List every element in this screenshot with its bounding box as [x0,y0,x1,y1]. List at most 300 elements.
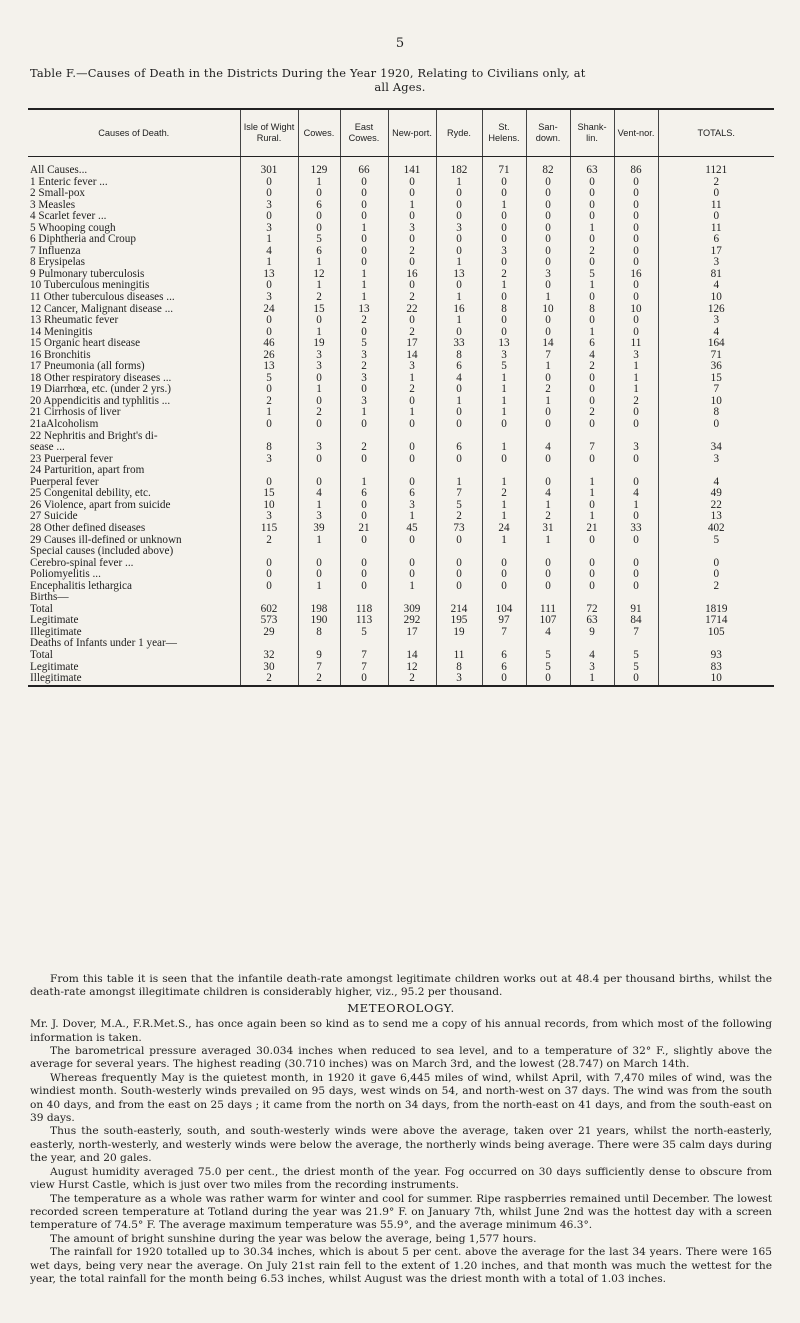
table-row [28,650,774,662]
row-label: 16 Bronchitis [30,349,91,361]
row-label: 24 Parturition, apart from [30,465,145,477]
table-cell: 0 [526,373,570,385]
table-cell: 0 [240,327,298,339]
table-cell: 0 [570,257,614,269]
table-cell: 33 [436,338,482,350]
table-cell: 0 [614,223,658,235]
table-cell: 5 [436,500,482,512]
table-cell: 0 [340,200,388,212]
table-cell: 81 [658,269,774,281]
table-cell: 107 [526,615,570,627]
table-row [28,292,774,304]
page-number: 5 [395,36,405,51]
table-row [28,157,774,177]
table-cell: 105 [658,627,774,639]
row-label: 20 Appendicitis and typhlitis ... [30,395,171,407]
table-cell: 30 [240,662,298,674]
table-cell: 0 [570,373,614,385]
table-cell: 66 [340,157,388,177]
table-cell: 1 [614,373,658,385]
table-cell: 0 [658,558,774,570]
table-cell: 5 [340,627,388,639]
header-shanklin: Shank-lin. [570,109,614,157]
table-cell: 0 [388,315,436,327]
table-cell: 3 [240,292,298,304]
table-row [28,442,774,454]
table-cell: 5 [526,650,570,662]
table-cell: 0 [436,246,482,258]
table-cell: 0 [658,211,774,223]
table-cell: 5 [614,650,658,662]
table-cell: 4 [658,280,774,292]
table-cell: 0 [482,454,526,466]
table-cell: 1 [298,257,340,269]
row-label: 5 Whooping cough [30,222,116,234]
table-cell: 0 [388,257,436,269]
table-cell: 13 [240,361,298,373]
table-title-line-1: Table F.—Causes of Death in the Districts During the Year 1920, Relating to Civilians only, at [30,66,586,80]
table-cell: 1 [570,280,614,292]
table-cell: 7 [340,650,388,662]
row-label: 6 Diphtheria and Croup [30,234,136,246]
table-cell: 0 [614,407,658,419]
table-cell: 0 [614,200,658,212]
table-row [28,188,774,200]
table-row [28,327,774,339]
table-cell: 0 [526,257,570,269]
table-cell: 1 [340,280,388,292]
table-cell: 8 [436,350,482,362]
table-cell: 71 [482,157,526,177]
table-cell: 6 [298,246,340,258]
table-cell: 1 [340,292,388,304]
table-row [28,338,774,350]
table-row [28,396,774,408]
row-label: Special causes (included above) [30,546,174,558]
table-cell: 71 [658,350,774,362]
table-cell: 111 [526,604,570,616]
table-cell: 0 [298,223,340,235]
row-label: 8 Erysipelas [30,257,85,269]
table-cell: 309 [388,604,436,616]
table-cell: 0 [614,315,658,327]
table-cell: 9 [570,627,614,639]
table-cell: 0 [388,569,436,581]
row-label: 23 Puerperal fever [30,453,113,465]
table-cell: 15 [298,304,340,316]
table-cell: 4 [526,442,570,454]
table-cell: 0 [240,280,298,292]
table-cell: 36 [658,361,774,373]
table-cell: 13 [340,304,388,316]
table-cell: 4 [436,373,482,385]
table-cell: 2 [298,407,340,419]
table-cell: 0 [482,257,526,269]
table-cell: 2 [340,315,388,327]
table-cell: 2 [614,396,658,408]
table-cell: 82 [526,157,570,177]
table-cell: 0 [340,211,388,223]
header-iow-rural: Isle of Wight Rural. [240,109,298,157]
table-cell: 0 [570,234,614,246]
table-cell: 0 [388,454,436,466]
table-cell: 0 [388,396,436,408]
table-cell: 3 [658,454,774,466]
table-row [28,511,774,523]
table-cell: 21 [570,523,614,535]
table-cell: 0 [482,177,526,189]
table-cell: 0 [482,315,526,327]
row-label: 21 Cirrhosis of liver [30,407,121,419]
row-label: 26 Violence, apart from suicide [30,499,171,511]
table-cell: 164 [658,338,774,350]
table-cell: 3 [240,454,298,466]
table-cell: 1 [482,477,526,489]
table-cell: 141 [388,157,436,177]
table-row [28,384,774,396]
table-cell [240,546,298,558]
table-cell: 17 [388,338,436,350]
header-st-helens: St. Helens. [482,109,526,157]
table-cell: 6 [388,488,436,500]
table-cell: 31 [526,523,570,535]
table-cell: 10 [658,396,774,408]
table-cell: 2 [240,673,298,686]
table-cell: 6 [436,361,482,373]
table-cell: 16 [436,304,482,316]
table-cell: 118 [340,604,388,616]
table-row [28,280,774,292]
table-cell: 2 [570,407,614,419]
table-cell: 0 [482,188,526,200]
table-cell: 33 [614,523,658,535]
table-cell: 292 [388,615,436,627]
table-cell: 190 [298,615,340,627]
table-cell: 2 [388,292,436,304]
table-cell: 0 [526,569,570,581]
table-cell: 5 [340,338,388,350]
table-cell: 1 [298,581,340,593]
table-cell: 6 [482,662,526,674]
table-row [28,373,774,385]
table-cell: 0 [340,234,388,246]
table-cell: 182 [436,157,482,177]
table-cell: 1 [436,257,482,269]
table-cell: 0 [240,188,298,200]
table-cell: 0 [482,419,526,431]
table-row [28,627,774,639]
header-causes: Causes of Death. [28,109,240,157]
table-cell [388,546,436,558]
row-label: 10 Tuberculous meningitis [30,280,150,292]
table-cell: 13 [658,511,774,523]
table-cell: 5 [614,662,658,674]
table-cell: 86 [614,157,658,177]
table-row [28,535,774,547]
table-cell: 0 [658,188,774,200]
table-cell: 0 [526,315,570,327]
table-cell: 0 [340,673,388,686]
table-cell: 0 [436,558,482,570]
table-cell: 0 [482,211,526,223]
table-header-row [28,109,774,157]
table-cell: 0 [340,569,388,581]
table-cell: 5 [240,373,298,385]
row-label: 25 Congenital debility, etc. [30,488,151,500]
table-cell: 15 [240,488,298,500]
table-cell: 0 [526,246,570,258]
table-cell: 3 [614,442,658,454]
table-cell: 0 [658,419,774,431]
table-cell: 15 [658,373,774,385]
table-cell: 0 [614,419,658,431]
table-cell: 402 [658,523,774,535]
table-cell [436,546,482,558]
header-east-cowes: East Cowes. [340,109,388,157]
table-cell: 0 [526,673,570,686]
meteorology-paragraph: Thus the south-easterly, south, and south-westerly winds were above the average, taken over 21 years, whilst the north-easterly, easterly, north-westerly, and westerly winds were below the average, the northerly winds being average. There were 35 calm days during the year, and 20 gales. [30,1125,772,1165]
table-cell: 0 [388,234,436,246]
table-cell: 13 [436,269,482,281]
table-cell: 1 [436,477,482,489]
table-cell: 4 [526,627,570,639]
meteorology-heading: METEOROLOGY. [347,1000,455,1015]
table-cell: 0 [482,292,526,304]
table-cell: 0 [526,407,570,419]
table-cell [340,546,388,558]
row-label: 9 Pulmonary tuberculosis [30,268,145,280]
table-cell: 6 [436,442,482,454]
table-cell: 0 [436,188,482,200]
table-cell: 1121 [658,157,774,177]
table-cell: 21 [340,523,388,535]
table-cell: 7 [482,627,526,639]
table-cell: 32 [240,650,298,662]
table-cell: 1 [570,673,614,686]
table-cell: 0 [614,535,658,547]
row-label: Illegitimate [30,673,82,685]
table-cell: 0 [658,569,774,581]
table-cell: 0 [388,280,436,292]
table-cell: 0 [298,188,340,200]
table-cell: 46 [240,338,298,350]
table-cell: 13 [482,338,526,350]
table-cell: 0 [570,396,614,408]
table-row [28,581,774,593]
table-cell: 1 [298,384,340,396]
table-cell: 8 [436,662,482,674]
table-cell: 1 [482,535,526,547]
header-cowes: Cowes. [298,109,340,157]
table-cell: 1 [482,511,526,523]
table-cell: 0 [526,581,570,593]
table-cell [658,546,774,558]
table-cell: 4 [298,488,340,500]
table-cell: 4 [614,488,658,500]
table-cell: 8 [570,304,614,316]
table-cell: 6 [340,488,388,500]
table-cell: 0 [570,419,614,431]
table-cell: 0 [340,419,388,431]
table-cell: 6 [570,338,614,350]
table-row [28,407,774,419]
table-cell: 17 [388,627,436,639]
row-label: Total [30,649,53,661]
table-cell: 0 [570,581,614,593]
table-cell: 0 [526,188,570,200]
table-cell: 6 [658,234,774,246]
table-cell: 5 [570,269,614,281]
table-cell: 1 [436,315,482,327]
table-row [28,211,774,223]
table-cell: 1 [614,384,658,396]
row-label: Poliomyelitis ... [30,569,101,581]
table-cell: 0 [298,454,340,466]
table-cell: 1 [570,488,614,500]
row-label: Total [30,603,53,615]
table-row [28,315,774,327]
row-label: 13 Rheumatic fever [30,315,119,327]
table-cell: 0 [482,223,526,235]
row-label: 3 Measles [30,199,76,211]
table-cell: 0 [240,569,298,581]
table-cell: 84 [614,615,658,627]
table-cell: 24 [482,523,526,535]
header-newport: New-port. [388,109,436,157]
table-cell: 0 [388,188,436,200]
table-cell: 2 [570,361,614,373]
table-cell: 0 [388,535,436,547]
table-cell: 1 [482,396,526,408]
table-row [28,431,774,443]
table-cell: 49 [658,488,774,500]
table-cell: 1 [240,407,298,419]
table-cell: 1 [388,200,436,212]
table-cell: 0 [526,419,570,431]
table-cell: 0 [614,454,658,466]
table-row [28,454,774,466]
table-cell: 129 [298,157,340,177]
table-row [28,673,774,686]
table-cell: 0 [482,581,526,593]
table-cell: 0 [526,327,570,339]
table-cell: 3 [240,223,298,235]
table-cell: 0 [340,327,388,339]
table-cell: 91 [614,604,658,616]
table-row [28,257,774,269]
table-row [28,246,774,258]
row-label: 29 Causes ill-defined or unknown [30,534,182,546]
table-cell: 1 [298,535,340,547]
table-cell: 1 [340,223,388,235]
table-cell [614,546,658,558]
row-label: 11 Other tuberculous diseases ... [30,292,175,304]
table-title [30,66,770,94]
table-cell: 1 [570,223,614,235]
table-cell: 0 [388,477,436,489]
table-cell: 0 [614,558,658,570]
table-cell: 0 [614,234,658,246]
table-cell: 2 [388,246,436,258]
table-cell: 4 [526,488,570,500]
table-cell: 0 [526,280,570,292]
table-cell: 1 [482,442,526,454]
table-cell: 0 [526,454,570,466]
row-label: Births— [30,592,69,604]
table-cell: 2 [388,327,436,339]
table-cell: 1 [482,500,526,512]
table-cell: 10 [526,304,570,316]
table-cell: 0 [240,419,298,431]
table-cell: 0 [240,315,298,327]
table-cell: 0 [570,384,614,396]
table-title-line-2: all Ages. [374,80,426,94]
table-cell: 3 [340,350,388,362]
table-cell: 11 [436,650,482,662]
table-cell: 1 [388,581,436,593]
table-cell: 1 [436,396,482,408]
table-cell: 2 [526,384,570,396]
table-cell: 1 [526,535,570,547]
table-cell: 39 [298,523,340,535]
table-cell: 1 [388,511,436,523]
table-cell: 0 [570,535,614,547]
table-cell: 1 [298,500,340,512]
table-row [28,615,774,627]
table-cell: 26 [240,350,298,362]
table-cell: 0 [436,535,482,547]
table-cell: 0 [614,581,658,593]
table-cell: 0 [240,177,298,189]
row-label: 4 Scarlet fever ... [30,211,107,223]
table-cell: 7 [614,627,658,639]
table-cell: 7 [570,442,614,454]
table-cell: 73 [436,523,482,535]
table-cell: 0 [298,558,340,570]
table-row [28,638,774,650]
table-cell: 0 [570,200,614,212]
table-cell: 1 [526,292,570,304]
table-cell: 0 [436,581,482,593]
table-cell: 0 [388,177,436,189]
table-cell: 3 [658,257,774,269]
table-cell: 1 [482,373,526,385]
table-cell: 19 [298,338,340,350]
row-label: Legitimate [30,615,79,627]
table-cell: 0 [340,558,388,570]
row-label: 21aAlcoholism [30,419,99,431]
table-cell: 5 [482,361,526,373]
row-label: 17 Pneumonia (all forms) [30,361,145,373]
table-cell: 0 [482,327,526,339]
table-cell: 0 [614,257,658,269]
table-cell: 1 [570,327,614,339]
table-cell: 214 [436,604,482,616]
table-cell: 11 [658,200,774,212]
table-cell: 3 [340,396,388,408]
row-label: 15 Organic heart disease [30,338,141,350]
table-cell: 0 [340,384,388,396]
table-cell: 2 [570,246,614,258]
table-cell: 13 [240,269,298,281]
table-cell: 0 [570,454,614,466]
table-cell: 0 [436,211,482,223]
table-cell: 3 [614,350,658,362]
table-cell: 104 [482,604,526,616]
row-label: 28 Other defined diseases [30,522,146,534]
table-cell: 8 [298,627,340,639]
table-cell: 22 [388,304,436,316]
